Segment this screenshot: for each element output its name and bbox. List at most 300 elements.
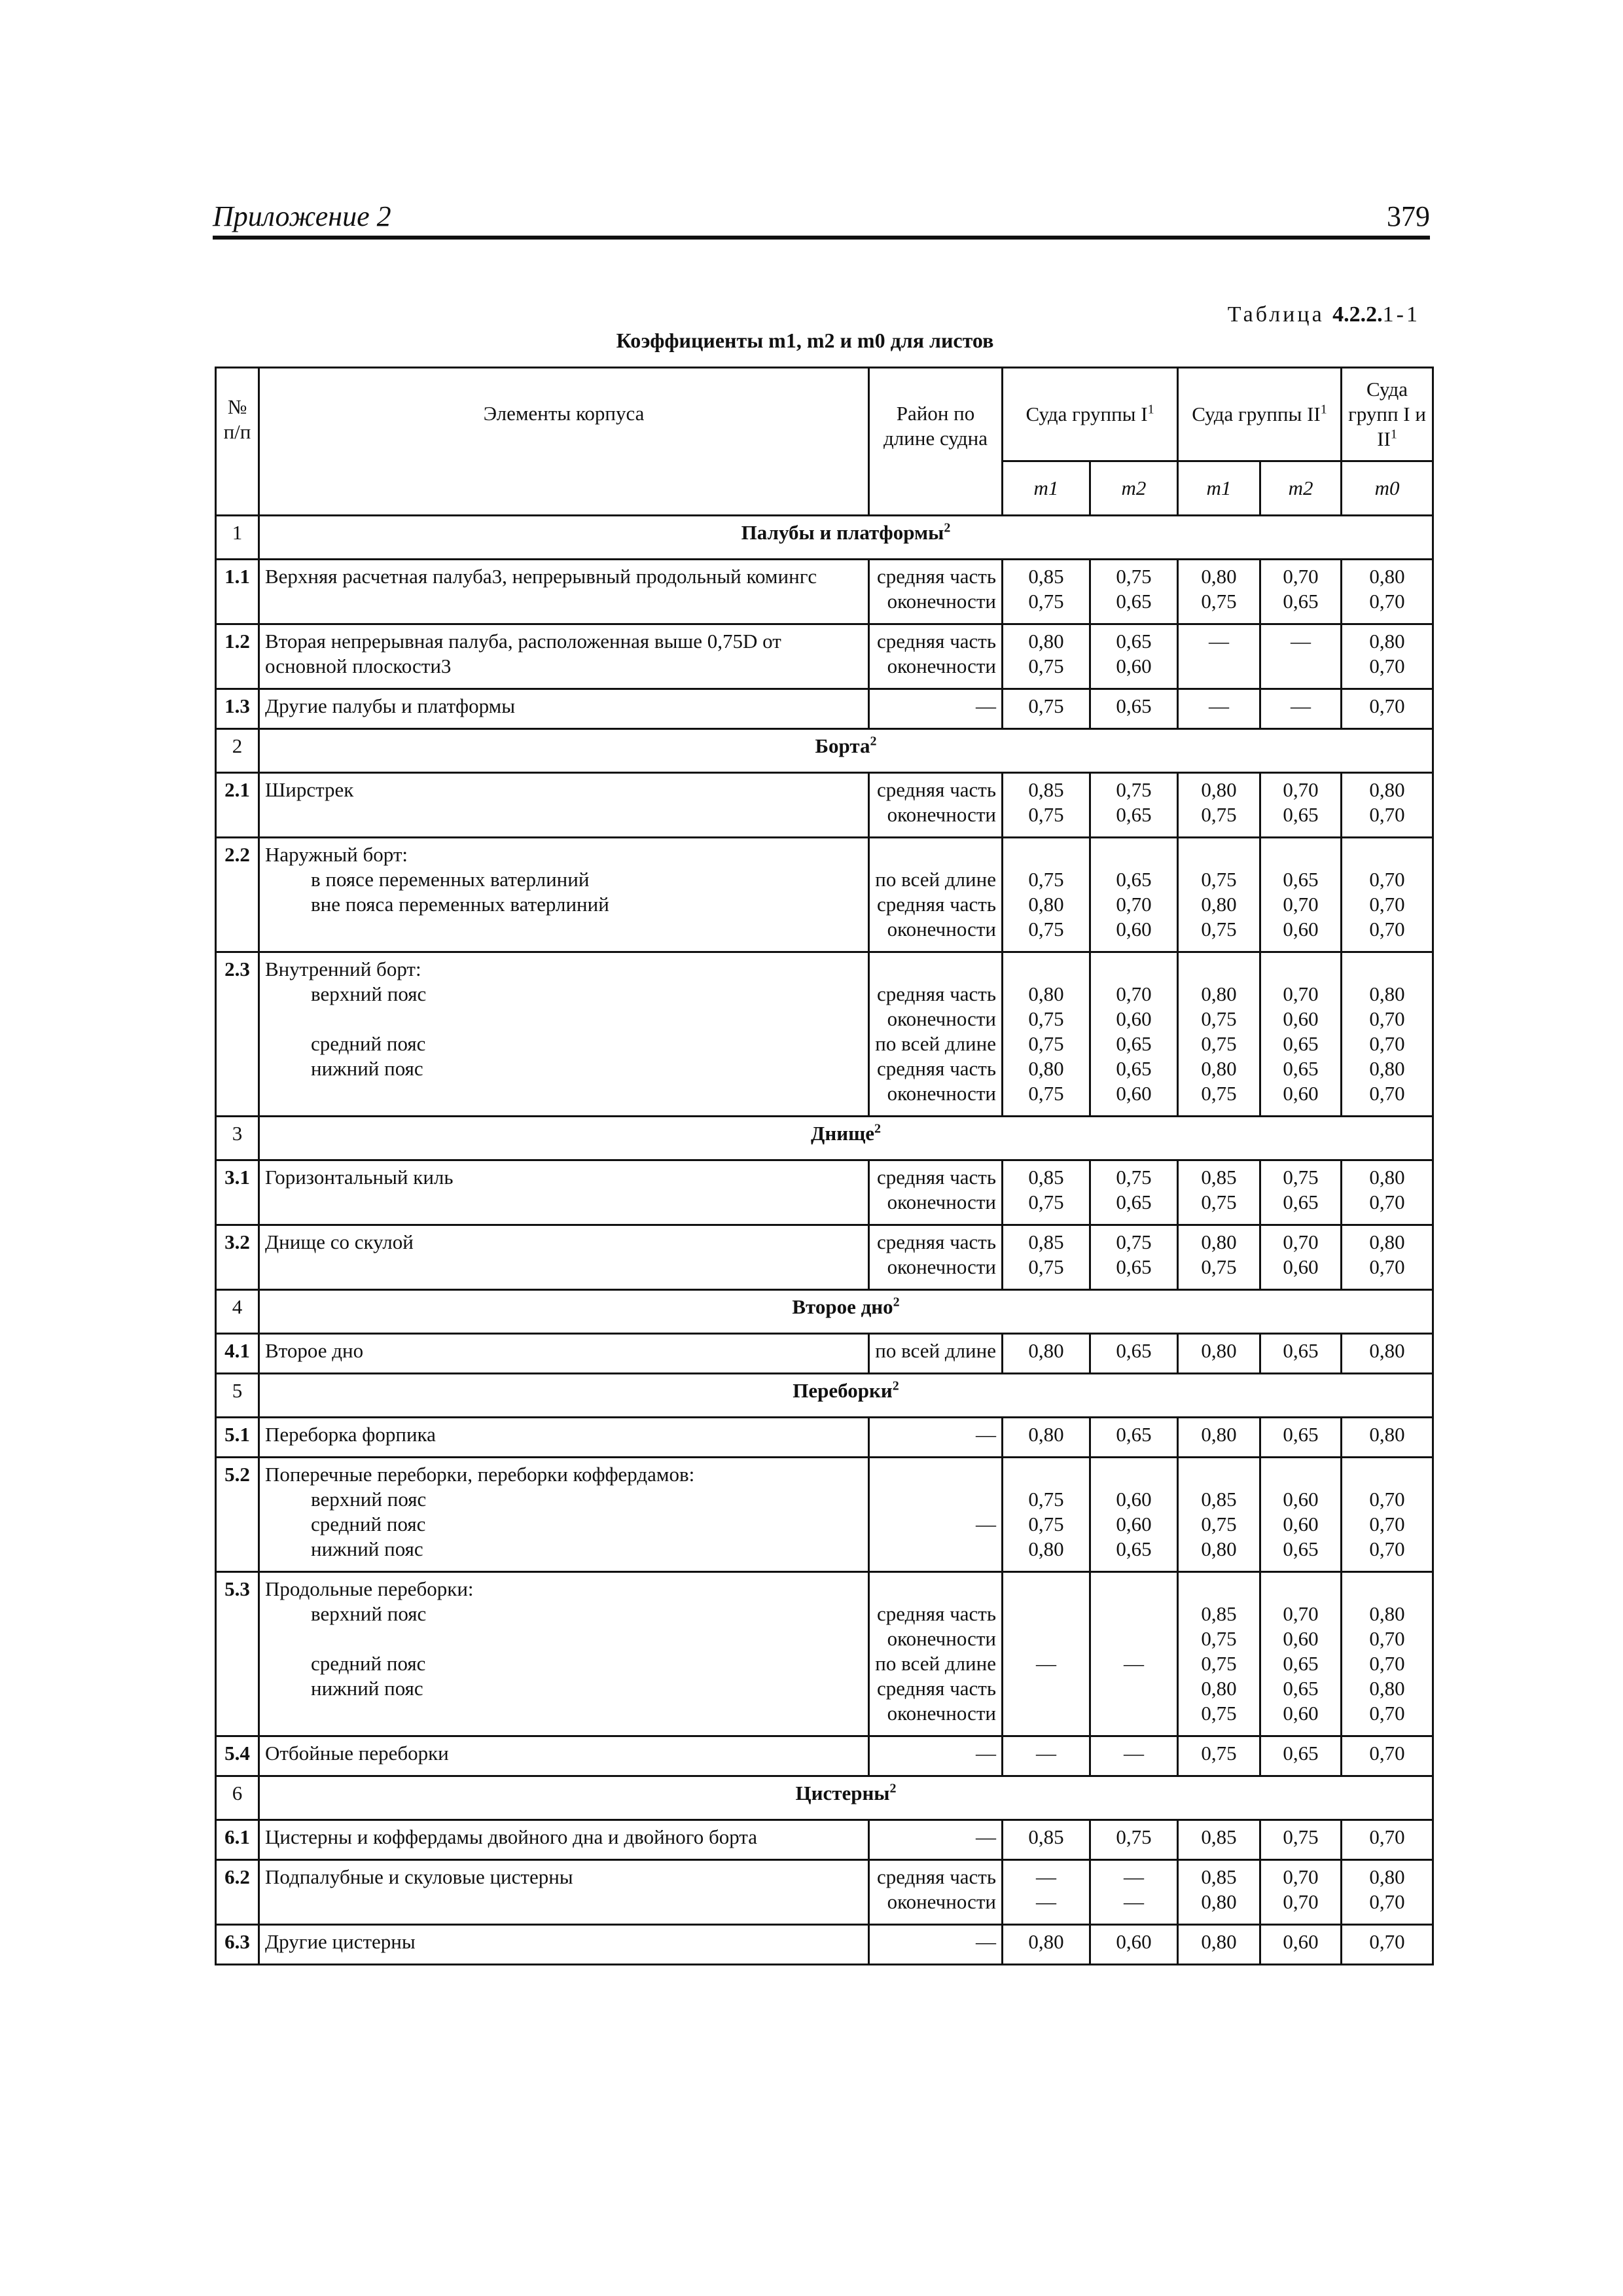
cell-line: 0,60 bbox=[1283, 918, 1319, 941]
cell-line bbox=[1096, 1462, 1171, 1487]
cell-line: 0,80 bbox=[1028, 893, 1064, 916]
g1-m2-cell bbox=[1090, 624, 1178, 689]
g1-m2-cell bbox=[1090, 1160, 1178, 1225]
table-label-number: 4.2.2. bbox=[1332, 302, 1383, 327]
cell-line: 0,75 bbox=[1028, 918, 1064, 941]
g2-m1-cell bbox=[1178, 1458, 1260, 1572]
row-number: 5.1 bbox=[216, 1418, 259, 1458]
cell-line: 0,85 bbox=[1201, 1166, 1237, 1189]
cell-line bbox=[1347, 957, 1427, 982]
cell-line: Другие цистерны bbox=[265, 1930, 416, 1953]
element-cell bbox=[259, 1820, 869, 1860]
cell-line: 0,75 bbox=[1028, 1255, 1064, 1278]
cell-line: Ширстрек bbox=[265, 778, 354, 801]
cell-line bbox=[1266, 1577, 1335, 1602]
cell-line: 0,75 bbox=[1028, 1032, 1064, 1055]
element-cell bbox=[259, 1225, 869, 1290]
cell-line: 0,85 bbox=[1028, 1825, 1064, 1848]
g1-m2-header: m2 bbox=[1090, 461, 1178, 516]
cell-line: 0,65 bbox=[1283, 1742, 1319, 1765]
g2-m2-cell bbox=[1260, 689, 1342, 729]
cell-line: 0,70 bbox=[1116, 982, 1152, 1005]
g1-m2-cell bbox=[1090, 689, 1178, 729]
element-cell bbox=[259, 1736, 869, 1776]
cell-line: 0,75 bbox=[1116, 1230, 1152, 1253]
cell-line: 0,65 bbox=[1283, 1339, 1319, 1362]
footnote-2: 2 bbox=[889, 1781, 897, 1796]
cell-line: 0,85 bbox=[1201, 1865, 1237, 1888]
cell-line: — bbox=[976, 1742, 996, 1765]
col-region-header: Район по длине судна bbox=[869, 368, 1003, 516]
cell-line: 0,75 bbox=[1201, 1007, 1237, 1030]
row-number: 1.1 bbox=[216, 560, 259, 624]
m0-cell bbox=[1342, 1334, 1433, 1374]
cell-line: — bbox=[976, 1513, 996, 1535]
table-row bbox=[216, 1225, 1433, 1290]
col-element-header: Элементы корпуса bbox=[259, 368, 869, 516]
g1-m1-cell bbox=[1003, 952, 1090, 1117]
cell-line: в поясе переменных ватерлиний bbox=[311, 868, 590, 891]
footnote-2: 2 bbox=[944, 520, 951, 535]
cell-line: 0,80 bbox=[1201, 778, 1237, 801]
cell-line: 0,70 bbox=[1369, 918, 1405, 941]
cell-line: 0,75 bbox=[1201, 1082, 1237, 1105]
cell-line: Горизонтальный киль bbox=[265, 1166, 454, 1189]
cell-line: Второе дно bbox=[265, 1339, 364, 1362]
cell-line: 0,60 bbox=[1283, 1513, 1319, 1535]
cell-line: — bbox=[976, 694, 996, 717]
cell-line bbox=[875, 957, 996, 982]
cell-line: 0,65 bbox=[1283, 1191, 1319, 1213]
section-title-text: Борта bbox=[815, 734, 870, 757]
g1-m1-cell bbox=[1003, 1860, 1090, 1925]
g2-m1-cell bbox=[1178, 560, 1260, 624]
cell-line: 0,70 bbox=[1369, 1007, 1405, 1030]
g1-m2-cell bbox=[1090, 560, 1178, 624]
m0-cell bbox=[1342, 689, 1433, 729]
m0-header: m0 bbox=[1342, 461, 1433, 516]
region-cell bbox=[869, 1160, 1003, 1225]
cell-line: 0,80 bbox=[1369, 1230, 1405, 1253]
table-row bbox=[216, 1458, 1433, 1572]
cell-line: 0,85 bbox=[1201, 1488, 1237, 1511]
g1-m2-cell bbox=[1090, 1458, 1178, 1572]
cell-line: средний пояс bbox=[311, 1513, 426, 1535]
table-row bbox=[216, 1160, 1433, 1225]
g2-m1-cell bbox=[1178, 1925, 1260, 1965]
header-row-1 bbox=[216, 368, 1433, 461]
cell-line bbox=[1096, 957, 1171, 982]
g2-m2-cell bbox=[1260, 1736, 1342, 1776]
cell-line: 0,80 bbox=[1028, 1423, 1064, 1446]
g2-m2-cell bbox=[1260, 1925, 1342, 1965]
cell-line: 0,60 bbox=[1116, 1930, 1152, 1953]
g2-m1-cell bbox=[1178, 1418, 1260, 1458]
cell-line bbox=[1184, 842, 1254, 867]
g2-m1-cell bbox=[1178, 1736, 1260, 1776]
g1-m2-cell bbox=[1090, 1418, 1178, 1458]
cell-line: 0,75 bbox=[1028, 1513, 1064, 1535]
cell-line: верхний пояс bbox=[311, 1488, 427, 1511]
g1-m2-cell bbox=[1090, 952, 1178, 1117]
m0-cell bbox=[1342, 1736, 1433, 1776]
cell-line: 0,70 bbox=[1369, 1513, 1405, 1535]
cell-line bbox=[1266, 957, 1335, 982]
g1-m1-cell bbox=[1003, 560, 1090, 624]
cell-line: 0,70 bbox=[1369, 1702, 1405, 1725]
footnote-2: 2 bbox=[874, 1121, 881, 1136]
cell-line bbox=[875, 842, 996, 867]
cell-line: 0,70 bbox=[1369, 803, 1405, 826]
cell-line: 0,80 bbox=[1201, 1423, 1237, 1446]
section-row bbox=[216, 1117, 1433, 1160]
cell-line: 0,80 bbox=[1201, 565, 1237, 588]
table-row bbox=[216, 689, 1433, 729]
row-number: 5.2 bbox=[216, 1458, 259, 1572]
cell-line: 0,70 bbox=[1283, 565, 1319, 588]
cell-line bbox=[1184, 957, 1254, 982]
table-title: Коэффициенты m1, m2 и m0 для листов bbox=[616, 329, 994, 352]
cell-line: 0,70 bbox=[1369, 1890, 1405, 1913]
region-cell bbox=[869, 1418, 1003, 1458]
cell-line: Отбойные переборки bbox=[265, 1742, 449, 1765]
cell-line: 0,75 bbox=[1028, 868, 1064, 891]
g1-m1-cell bbox=[1003, 1736, 1090, 1776]
section-number: 1 bbox=[216, 516, 259, 560]
g1-m2-cell bbox=[1090, 1820, 1178, 1860]
element-cell bbox=[259, 1334, 869, 1374]
cell-line: 0,70 bbox=[1283, 1602, 1319, 1625]
cell-line: 0,80 bbox=[1369, 1602, 1405, 1625]
g2-m2-cell bbox=[1260, 1160, 1342, 1225]
g1-m1-cell bbox=[1003, 1418, 1090, 1458]
cell-line bbox=[1008, 842, 1084, 867]
cell-line: оконечности bbox=[887, 918, 996, 941]
cell-line: 0,65 bbox=[1116, 803, 1152, 826]
cell-line: 0,65 bbox=[1283, 803, 1319, 826]
cell-line: 0,75 bbox=[1201, 803, 1237, 826]
cell-line: 0,80 bbox=[1201, 1057, 1237, 1080]
cell-line: верхний пояс bbox=[311, 1602, 427, 1625]
g2-m1-cell bbox=[1178, 1225, 1260, 1290]
m0-cell bbox=[1342, 773, 1433, 838]
cell-line: 0,70 bbox=[1369, 590, 1405, 613]
cell-line: средний пояс bbox=[311, 1032, 426, 1055]
cell-line: — bbox=[1124, 1742, 1144, 1765]
footnote-2: 2 bbox=[892, 1378, 899, 1393]
g1-m1-cell bbox=[1003, 1334, 1090, 1374]
g1-m2-cell bbox=[1090, 1925, 1178, 1965]
cell-line bbox=[1096, 1577, 1171, 1602]
m0-cell bbox=[1342, 1925, 1433, 1965]
g1-m1-cell bbox=[1003, 1820, 1090, 1860]
table-label-suffix: 1-1 bbox=[1382, 302, 1420, 327]
cell-line: оконечности bbox=[887, 803, 996, 826]
section-title-text: Второе дно bbox=[792, 1295, 893, 1318]
m0-cell bbox=[1342, 1572, 1433, 1736]
cell-line: Продольные переборки: bbox=[265, 1577, 474, 1600]
g2-m1-cell bbox=[1178, 952, 1260, 1117]
cell-line: 0,85 bbox=[1028, 565, 1064, 588]
g2-m2-cell bbox=[1260, 1458, 1342, 1572]
cell-line: вне пояса переменных ватерлиний bbox=[311, 893, 609, 916]
region-cell bbox=[869, 952, 1003, 1117]
cell-line: 0,80 bbox=[1369, 778, 1405, 801]
cell-line: оконечности bbox=[887, 1255, 996, 1278]
cell-line: 0,75 bbox=[1283, 1825, 1319, 1848]
g1-m1-cell bbox=[1003, 624, 1090, 689]
cell-line: 0,60 bbox=[1116, 1082, 1152, 1105]
g2-m2-cell bbox=[1260, 838, 1342, 952]
cell-line: 0,75 bbox=[1028, 590, 1064, 613]
g1-m1-cell bbox=[1003, 1225, 1090, 1290]
cell-line: 0,85 bbox=[1028, 778, 1064, 801]
cell-line bbox=[1096, 1626, 1171, 1651]
group12-header bbox=[1342, 368, 1433, 461]
cell-line: 0,75 bbox=[1201, 1032, 1237, 1055]
cell-line: средняя часть bbox=[876, 982, 996, 1005]
cell-line: 0,85 bbox=[1201, 1602, 1237, 1625]
cell-line: 0,65 bbox=[1116, 1057, 1152, 1080]
cell-line: 0,60 bbox=[1283, 1930, 1319, 1953]
cell-line bbox=[1096, 1701, 1171, 1726]
section-title-text: Палубы и платформы bbox=[741, 521, 944, 544]
cell-line: нижний пояс bbox=[311, 1537, 423, 1560]
cell-line: 0,65 bbox=[1116, 868, 1152, 891]
table-row bbox=[216, 1820, 1433, 1860]
cell-line: 0,80 bbox=[1201, 1677, 1237, 1700]
cell-line: 0,75 bbox=[1028, 655, 1064, 677]
cell-line: 0,80 bbox=[1369, 1423, 1405, 1446]
cell-line: 0,85 bbox=[1201, 1825, 1237, 1848]
cell-line: 0,65 bbox=[1283, 1652, 1319, 1675]
cell-line: 0,80 bbox=[1201, 1339, 1237, 1362]
element-cell bbox=[259, 952, 869, 1117]
cell-line bbox=[1347, 1462, 1427, 1487]
g2-m1-cell bbox=[1178, 624, 1260, 689]
group1-header bbox=[1003, 368, 1178, 461]
cell-line: 0,60 bbox=[1116, 1007, 1152, 1030]
cell-line: 0,65 bbox=[1116, 1423, 1152, 1446]
g2-m1-cell bbox=[1178, 1160, 1260, 1225]
m0-cell bbox=[1342, 838, 1433, 952]
element-cell bbox=[259, 624, 869, 689]
cell-line bbox=[1096, 1602, 1171, 1626]
cell-line: 0,75 bbox=[1201, 1255, 1237, 1278]
cell-line: 0,80 bbox=[1369, 565, 1405, 588]
cell-line: — bbox=[976, 1423, 996, 1446]
cell-line: — bbox=[1124, 1890, 1144, 1913]
cell-line: средняя часть bbox=[876, 1057, 996, 1080]
cell-line: 0,70 bbox=[1283, 778, 1319, 801]
page-header bbox=[213, 196, 1430, 240]
cell-line: — bbox=[1291, 630, 1311, 653]
group12-label: Суда групп I и II bbox=[1348, 378, 1426, 450]
cell-line: 0,65 bbox=[1116, 1339, 1152, 1362]
g1-m2-cell bbox=[1090, 1736, 1178, 1776]
cell-line: средняя часть bbox=[876, 1865, 996, 1888]
region-cell bbox=[869, 838, 1003, 952]
g2-m1-cell bbox=[1178, 1820, 1260, 1860]
cell-line: 0,80 bbox=[1201, 1890, 1237, 1913]
cell-line: 0,70 bbox=[1369, 1652, 1405, 1675]
row-number: 2.1 bbox=[216, 773, 259, 838]
cell-line: 0,70 bbox=[1369, 868, 1405, 891]
m0-cell bbox=[1342, 1458, 1433, 1572]
element-cell bbox=[259, 560, 869, 624]
cell-line: 0,75 bbox=[1028, 803, 1064, 826]
region-cell bbox=[869, 624, 1003, 689]
element-cell bbox=[259, 1860, 869, 1925]
section-title bbox=[259, 1776, 1433, 1820]
cell-line: 0,65 bbox=[1116, 1255, 1152, 1278]
g1-m1-cell bbox=[1003, 838, 1090, 952]
cell-line: 0,75 bbox=[1201, 1702, 1237, 1725]
cell-line: — bbox=[976, 1930, 996, 1953]
cell-line: по всей длине bbox=[875, 1032, 996, 1055]
cell-line: по всей длине bbox=[875, 868, 996, 891]
g2-m2-cell bbox=[1260, 1572, 1342, 1736]
g2-m2-cell bbox=[1260, 1418, 1342, 1458]
element-cell bbox=[259, 1458, 869, 1572]
cell-line: 0,75 bbox=[1116, 778, 1152, 801]
footnote-2: 2 bbox=[870, 734, 877, 749]
cell-line bbox=[1008, 1626, 1084, 1651]
m0-cell bbox=[1342, 1820, 1433, 1860]
cell-line: 0,75 bbox=[1028, 1007, 1064, 1030]
cell-line: средняя часть bbox=[876, 565, 996, 588]
cell-line: 0,75 bbox=[1201, 590, 1237, 613]
cell-line: оконечности bbox=[887, 1082, 996, 1105]
table-row bbox=[216, 773, 1433, 838]
region-cell bbox=[869, 1860, 1003, 1925]
cell-line: оконечности bbox=[887, 1007, 996, 1030]
section-number: 3 bbox=[216, 1117, 259, 1160]
g1-m1-header: m1 bbox=[1003, 461, 1090, 516]
cell-line: 0,70 bbox=[1369, 1930, 1405, 1953]
cell-line: 0,70 bbox=[1369, 893, 1405, 916]
cell-line: 0,80 bbox=[1369, 1166, 1405, 1189]
section-title-text: Цистерны bbox=[795, 1782, 890, 1804]
element-cell bbox=[259, 1925, 869, 1965]
g2-m1-cell bbox=[1178, 838, 1260, 952]
region-cell bbox=[869, 1736, 1003, 1776]
cell-line: 0,65 bbox=[1283, 1057, 1319, 1080]
cell-line: 0,75 bbox=[1116, 1166, 1152, 1189]
footnote-1: 1 bbox=[1320, 402, 1327, 417]
section-number: 5 bbox=[216, 1374, 259, 1418]
cell-line: 0,80 bbox=[1028, 1339, 1064, 1362]
cell-line: 0,80 bbox=[1028, 982, 1064, 1005]
table-row bbox=[216, 1334, 1433, 1374]
g1-m2-cell bbox=[1090, 1225, 1178, 1290]
cell-line: 0,70 bbox=[1369, 1191, 1405, 1213]
cell-line: 0,65 bbox=[1283, 590, 1319, 613]
row-number: 1.3 bbox=[216, 689, 259, 729]
appendix-title: Приложение 2 bbox=[213, 200, 391, 232]
cell-line: 0,70 bbox=[1369, 1742, 1405, 1765]
cell-line: средняя часть bbox=[876, 1230, 996, 1253]
section-title bbox=[259, 1117, 1433, 1160]
element-cell bbox=[259, 1160, 869, 1225]
element-cell bbox=[259, 689, 869, 729]
cell-line bbox=[265, 1007, 863, 1031]
cell-line: оконечности bbox=[887, 1890, 996, 1913]
cell-line: средняя часть bbox=[876, 893, 996, 916]
cell-line: 0,80 bbox=[1369, 1339, 1405, 1362]
cell-line: 0,60 bbox=[1283, 1702, 1319, 1725]
cell-line bbox=[1008, 1462, 1084, 1487]
cell-line: 0,70 bbox=[1369, 1082, 1405, 1105]
cell-line: 0,85 bbox=[1028, 1230, 1064, 1253]
cell-line: — bbox=[1209, 694, 1229, 717]
section-title bbox=[259, 516, 1433, 560]
element-cell bbox=[259, 838, 869, 952]
table-row bbox=[216, 560, 1433, 624]
cell-line: 0,65 bbox=[1116, 1537, 1152, 1560]
cell-line: — bbox=[1124, 1865, 1144, 1888]
g2-m2-cell bbox=[1260, 624, 1342, 689]
cell-line: Другие палубы и платформы bbox=[265, 694, 516, 717]
cell-line bbox=[1184, 1577, 1254, 1602]
g1-m1-cell bbox=[1003, 1160, 1090, 1225]
table-row bbox=[216, 624, 1433, 689]
g2-m1-cell bbox=[1178, 1860, 1260, 1925]
region-cell bbox=[869, 1458, 1003, 1572]
cell-line: 0,65 bbox=[1116, 694, 1152, 717]
cell-line: 0,65 bbox=[1283, 868, 1319, 891]
table-body bbox=[216, 516, 1433, 1965]
cell-line: 0,80 bbox=[1369, 1865, 1405, 1888]
cell-line: по всей длине bbox=[875, 1652, 996, 1675]
cell-line: 0,70 bbox=[1283, 982, 1319, 1005]
cell-line: средний пояс bbox=[311, 1652, 426, 1675]
cell-line: нижний пояс bbox=[311, 1057, 423, 1080]
cell-line: 0,70 bbox=[1369, 1627, 1405, 1650]
region-cell bbox=[869, 689, 1003, 729]
cell-line: 0,75 bbox=[1201, 1627, 1237, 1650]
g2-m2-cell bbox=[1260, 1225, 1342, 1290]
section-number: 6 bbox=[216, 1776, 259, 1820]
cell-line: 0,65 bbox=[1283, 1677, 1319, 1700]
cell-line: 0,70 bbox=[1369, 1032, 1405, 1055]
section-title bbox=[259, 1374, 1433, 1418]
group2-header bbox=[1178, 368, 1342, 461]
cell-line: 0,60 bbox=[1283, 1082, 1319, 1105]
group1-label: Суда группы I bbox=[1026, 403, 1148, 425]
g1-m1-cell bbox=[1003, 1925, 1090, 1965]
cell-line: — bbox=[1209, 630, 1229, 653]
m0-cell bbox=[1342, 1160, 1433, 1225]
cell-line bbox=[1184, 1462, 1254, 1487]
cell-line: 0,80 bbox=[1201, 893, 1237, 916]
table-label-prefix: Таблица bbox=[1227, 302, 1325, 327]
g2-m1-cell bbox=[1178, 773, 1260, 838]
g2-m2-cell bbox=[1260, 1860, 1342, 1925]
cell-line: 0,75 bbox=[1201, 1652, 1237, 1675]
region-cell bbox=[869, 773, 1003, 838]
cell-line: 0,70 bbox=[1283, 1230, 1319, 1253]
cell-line: 0,80 bbox=[1028, 1930, 1064, 1953]
cell-line: Наружный борт: bbox=[265, 843, 408, 866]
cell-line: средняя часть bbox=[876, 778, 996, 801]
cell-line: 0,80 bbox=[1201, 1930, 1237, 1953]
cell-line: 0,75 bbox=[1028, 1082, 1064, 1105]
cell-line bbox=[1096, 842, 1171, 867]
cell-line: Переборка форпика bbox=[265, 1423, 436, 1446]
cell-line bbox=[875, 1462, 996, 1487]
cell-line: верхний пояс bbox=[311, 982, 427, 1005]
